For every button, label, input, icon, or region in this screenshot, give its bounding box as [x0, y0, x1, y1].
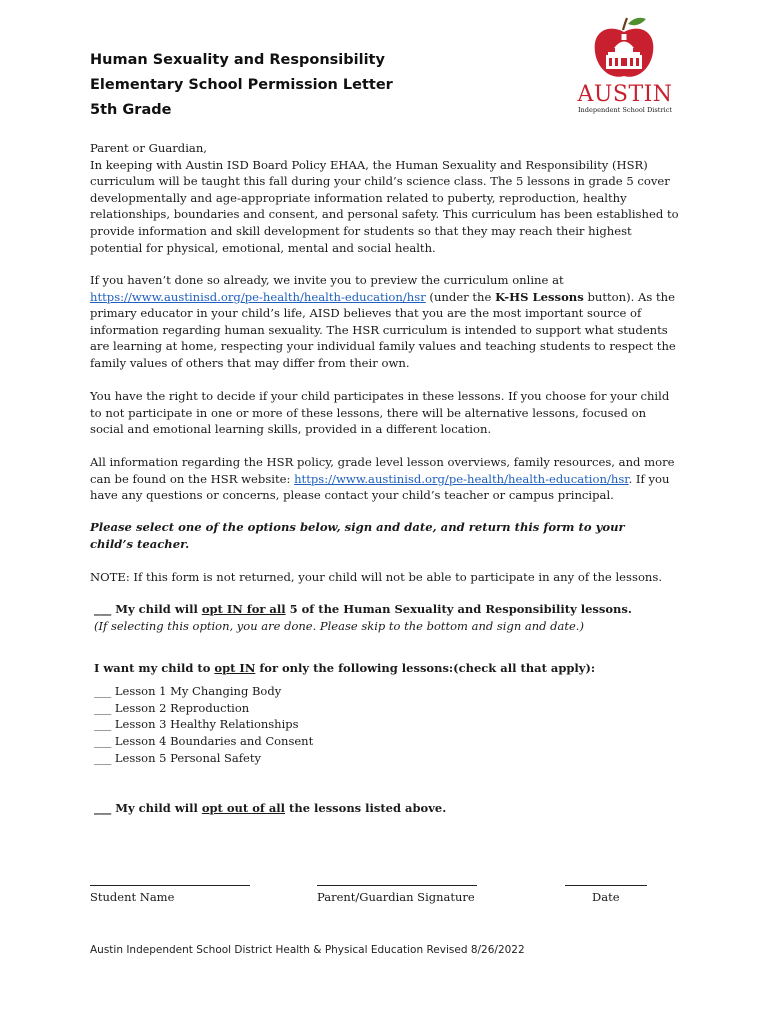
title-line-1: Human Sexuality and Responsibility [90, 52, 385, 68]
letter-body [90, 140, 682, 256]
student-name-label: Student Name [90, 890, 175, 904]
opt-in-all-note: (If selecting this option, you are done. Please skip to the bottom and sign and date.) [94, 619, 584, 633]
logo-wordmark: AUSTIN [577, 82, 673, 107]
student-name-line[interactable] [90, 885, 250, 886]
title-line-2: Elementary School Permission Letter [90, 77, 393, 93]
curriculum-link[interactable]: https://www.austinisd.org/pe-health/health-education/hsr [90, 289, 426, 304]
parent-signature-line[interactable] [317, 885, 477, 886]
paragraph-rights: You have the right to decide if your child participates in these lessons. If you choose for your child to not participate in one or more of these lessons, there will be alternative lessons, focused on social and emotional learning skills, provided in a different location. [90, 389, 670, 437]
lesson-option-2[interactable]: ___ Lesson 2 Reproduction [94, 701, 250, 715]
lesson-option-4[interactable]: ___ Lesson 4 Boundaries and Consent [94, 734, 314, 748]
opt-out-all-blank[interactable]: ___ [94, 801, 112, 815]
instruction-text: Please select one of the options below, sign and date, and return this form to your child’s teacher. [90, 520, 625, 551]
paragraph-preview: If you haven’t done so already, we invite you to preview the curriculum online at https://www.austinisd.org/pe-health/health-education/hsr (under the K-HS Lessons button). As the primary educator in your child’s life, AISD believes that you are the most important source of information regarding human sexuality. The HSR curriculum is intended to support what students are learning at home, respecting your individual family values and teaching students to respect the family values of others that may differ from their own. [90, 273, 676, 370]
lesson-option-5[interactable]: ___ Lesson 5 Personal Safety [94, 751, 261, 765]
option-opt-out-all[interactable]: ___ My child will opt out of all the lessons listed above. [94, 801, 447, 815]
austin-isd-logo [570, 14, 680, 118]
paragraph-resources: All information regarding the HSR policy, grade level lesson overviews, family resources, and more can be found on the HSR website: https://www.austinisd.org/pe-health/health-education/hsr. If you have any questions or concerns, please contact your child’s teacher or campus principal. [90, 455, 675, 503]
date-line[interactable] [565, 885, 647, 886]
paragraph-intro: In keeping with Austin ISD Board Policy EHAA, the Human Sexuality and Responsibility (HSR) curriculum will be taught this fall during your child’s science class. The 5 lessons in grade 5 cover developmentally and age-appropriate information related to puberty, reproduction, healthy relationships, boundaries and consent, and personal safety. This curriculum has been established to provide information and skill development for students so that they may reach their highest potential for physical, emotional, mental and social health. [90, 157, 679, 255]
logo-subtitle: Independent School District [577, 106, 673, 114]
parent-signature-label: Parent/Guardian Signature [317, 890, 475, 904]
hsr-website-link[interactable]: https://www.austinisd.org/pe-health/health-education/hsr [294, 471, 629, 486]
page-footer: Austin Independent School District Health & Physical Education Revised 8/26/2022 [90, 944, 525, 956]
page-title [90, 48, 393, 123]
date-label: Date [592, 890, 620, 904]
salutation: Parent or Guardian, [90, 141, 207, 155]
title-line-3: 5th Grade [90, 102, 172, 118]
note-text: NOTE: If this form is not returned, your child will not be able to participate in any of the lessons. [90, 570, 663, 584]
khs-lessons-label: K-HS Lessons [495, 289, 584, 304]
option-opt-in-all[interactable]: ___ My child will opt IN for all 5 of the Human Sexuality and Responsibility lessons. [94, 602, 632, 616]
lesson-option-3[interactable]: ___ Lesson 3 Healthy Relationships [94, 717, 299, 731]
option-opt-in-partial: I want my child to opt IN for only the following lessons:(check all that apply): [94, 661, 596, 675]
opt-in-all-blank[interactable]: ___ [94, 602, 112, 616]
lesson-option-1[interactable]: ___ Lesson 1 My Changing Body [94, 684, 282, 698]
